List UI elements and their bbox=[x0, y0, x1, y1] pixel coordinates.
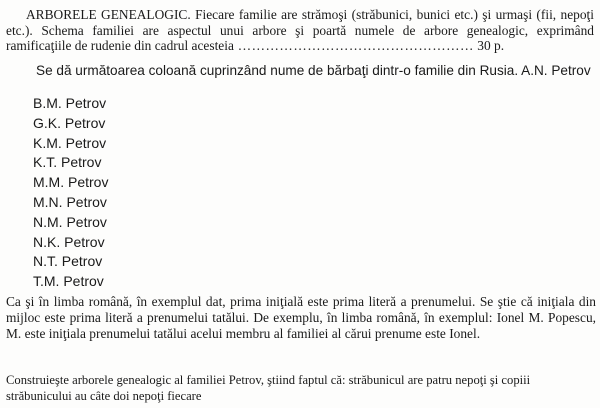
list-item: M.M. Petrov bbox=[33, 174, 109, 191]
list-item: N.M. Petrov bbox=[33, 213, 107, 230]
list-item: K.M. Petrov bbox=[33, 134, 107, 151]
task-paragraph: Construieşte arborele genealogic al familiei Petrov, ştiind faptul că: străbunicul are patru nepoţi şi copiii străbunicului au câte doi nepoţi fiecare bbox=[6, 373, 531, 403]
list-item: B.M. Petrov bbox=[33, 95, 107, 111]
list-item: T.M. Petrov bbox=[33, 273, 104, 290]
problem-statement bbox=[6, 7, 594, 54]
names-list bbox=[33, 94, 108, 292]
problem-statement-text: ARBORELE GENEALOGIC. Fiecare familie are strămoşi (străbunici, bunici etc.) şi urmaşi (fii, nepoţi etc.). Schema familiei are aspectul unui arbore şi poartă numele de arbore genealogic, exprimând ramificaţiile de rudenie din cadrul acesteia bbox=[6, 7, 594, 53]
list-item: N.T. Petrov bbox=[33, 253, 103, 270]
names-intro: Se dă următoarea coloană cuprinzând nume de bărbaţi dintr-o familie din Rusia. A.N. Petrov bbox=[36, 63, 591, 78]
list-item: K.T. Petrov bbox=[33, 154, 102, 171]
leader-dots: …………………………………………… bbox=[233, 38, 474, 53]
list-item: N.K. Petrov bbox=[33, 233, 105, 250]
points-label: 30 p. bbox=[473, 38, 505, 53]
list-item: G.K. Petrov bbox=[33, 114, 106, 131]
explanation-paragraph: Ca şi în limba română, în exemplul dat, prima iniţială este prima literă a prenumelui. Se ştie că iniţiala din mijloc este prima literă a prenumelui tatălui. De exemplu, în limba română, în exemplul: Ionel M. Popescu, M. este iniţiala prenumelui tatălui acelui membru al familiei al cărui prenume este Ionel. bbox=[6, 294, 596, 341]
list-item: M.N. Petrov bbox=[33, 193, 107, 210]
